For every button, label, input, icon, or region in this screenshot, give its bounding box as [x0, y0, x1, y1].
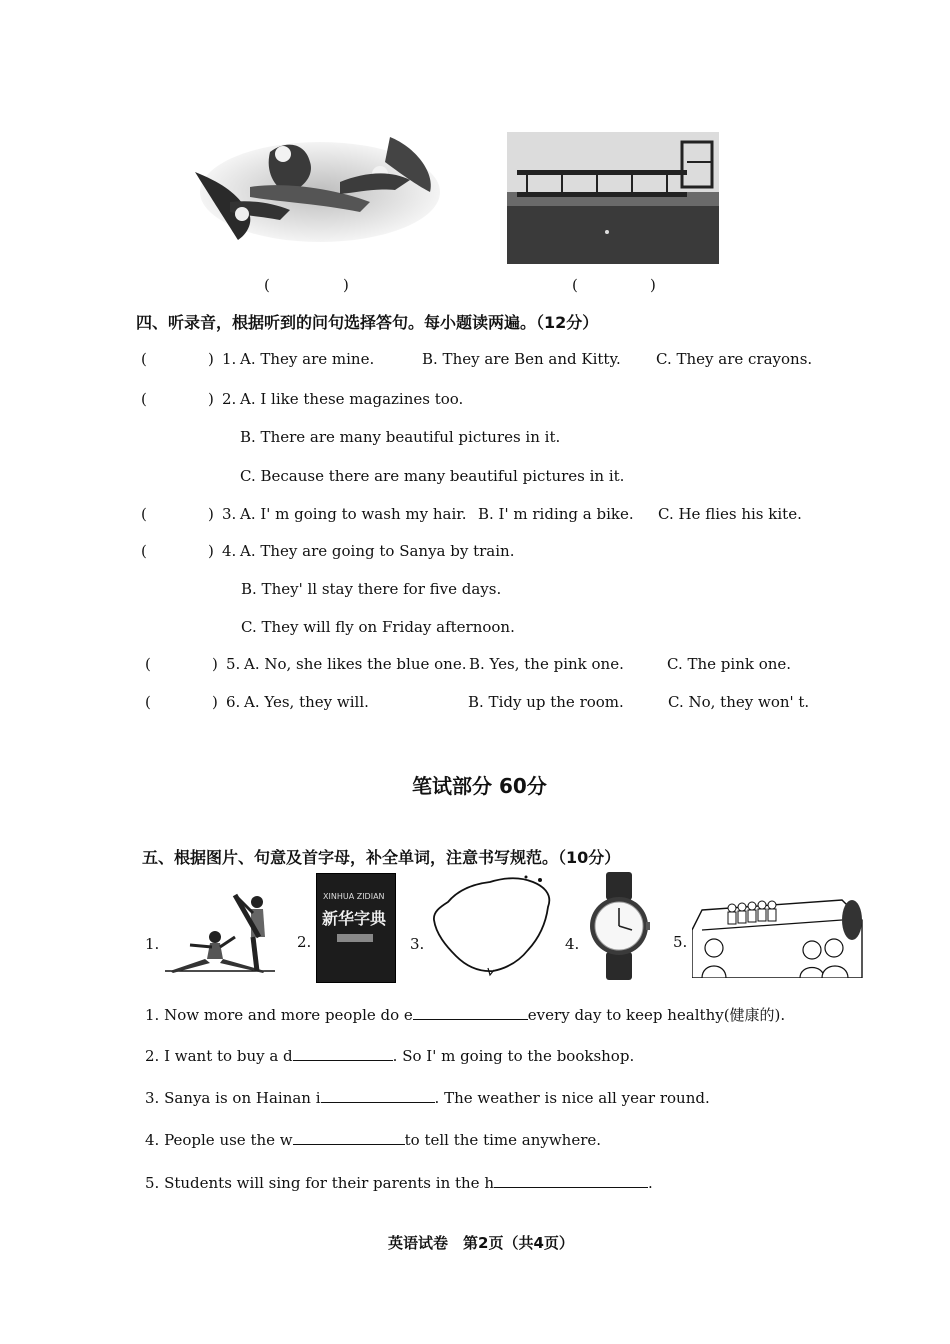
biplane-answer-paren-close: ) — [650, 276, 656, 294]
q4-5-paren-open: ( — [145, 655, 151, 673]
pic-label-5: 5. — [673, 933, 688, 951]
q4-1-option-a: A. They are mine. — [240, 350, 375, 368]
eagles-answer-paren-open: ( — [264, 276, 270, 294]
fill-sentence-5-text: 5. Students will sing for their parents in the h — [145, 1174, 494, 1192]
q4-5-option-c: C. The pink one. — [667, 655, 792, 673]
q4-5-paren-close: ) — [212, 655, 218, 673]
q4-3-num: 3. — [222, 505, 237, 523]
q4-1-num: 1. — [222, 350, 237, 368]
q4-4-option-c: C. They will fly on Friday afternoon. — [241, 618, 515, 636]
fill-sentence-4-text: 4. People use the w — [145, 1131, 293, 1149]
fill-blank-5[interactable] — [494, 1173, 648, 1188]
fill-blank-3[interactable] — [321, 1088, 435, 1103]
q4-1-paren-close: ) — [208, 350, 214, 368]
q4-1-paren-open: ( — [141, 350, 147, 368]
fill-sentence-3-rest: . The weather is nice all year round. — [434, 1089, 710, 1107]
written-part-title: 笔试部分 60分 — [412, 774, 547, 798]
q4-2-option-b: B. There are many beautiful pictures in it. — [240, 428, 561, 446]
q4-4-paren-open: ( — [141, 542, 147, 560]
section5-heading: 五、根据图片、句意及首字母，补全单词，注意书写规范。（10分） — [142, 848, 621, 867]
fill-sentence-1-rest: every day to keep healthy(健康的). — [527, 1006, 786, 1024]
q4-5-option-b: B. Yes, the pink one. — [469, 655, 624, 673]
q4-2-option-c: C. Because there are many beautiful pictures in it. — [240, 467, 625, 485]
fill-blank-1[interactable] — [413, 1005, 528, 1020]
fill-sentence-2-text: 2. I want to buy a d — [145, 1047, 293, 1065]
fill-sentence-4 — [145, 1130, 601, 1149]
q4-1-option-b: B. They are Ben and Kitty. — [422, 350, 621, 368]
fill-blank-2[interactable] — [293, 1046, 393, 1061]
q4-6-paren-open: ( — [145, 693, 151, 711]
fill-sentence-2 — [145, 1046, 634, 1065]
fill-sentence-1 — [145, 1004, 785, 1025]
eagles-image — [190, 132, 440, 244]
hainan-island-map-image — [428, 872, 558, 977]
fill-sentence-5-rest: . — [648, 1174, 653, 1192]
fill-sentence-3-text: 3. Sanya is on Hainan i — [145, 1089, 321, 1107]
fill-sentence-2-rest: . So I' m going to the bookshop. — [392, 1047, 635, 1065]
q4-2-num: 2. — [222, 390, 237, 408]
q4-4-option-b: B. They' ll stay there for five days. — [241, 580, 502, 598]
yoga-exercise-image — [165, 887, 285, 977]
fill-sentence-1-text: 1. Now more and more people do e — [145, 1006, 413, 1024]
q4-3-option-a: A. I' m going to wash my hair. — [240, 505, 467, 523]
q4-2-option-a: A. I like these magazines too. — [240, 390, 464, 408]
q4-6-paren-close: ) — [212, 693, 218, 711]
fill-sentence-5 — [145, 1173, 653, 1192]
q4-3-paren-close: ) — [208, 505, 214, 523]
fill-blank-4[interactable] — [293, 1130, 405, 1145]
q4-6-option-c: C. No, they won' t. — [668, 693, 810, 711]
pic-label-1: 1. — [145, 935, 160, 953]
eagles-answer-paren-close: ) — [343, 276, 349, 294]
q4-3-option-c: C. He flies his kite. — [658, 505, 802, 523]
biplane-answer-paren-open: ( — [572, 276, 578, 294]
page-footer: 英语试卷 第2页（共4页） — [388, 1234, 574, 1252]
q4-5-option-a: A. No, she likes the blue one. — [244, 655, 467, 673]
q4-5-num: 5. — [226, 655, 241, 673]
dictionary-stripe — [337, 934, 373, 942]
pic-label-4: 4. — [565, 935, 580, 953]
pic-label-2: 2. — [297, 933, 312, 951]
fill-sentence-4-rest: to tell the time anywhere. — [404, 1131, 602, 1149]
school-hall-performance-image — [692, 890, 868, 978]
dictionary-title: 新华字典 — [322, 909, 387, 928]
q4-2-paren-close: ) — [208, 390, 214, 408]
q4-6-option-a: A. Yes, they will. — [244, 693, 369, 711]
section4-heading: 四、听录音，根据听到的问句选择答句。每小题读两遍。（12分） — [136, 313, 599, 332]
q4-3-option-b: B. I' m riding a bike. — [478, 505, 634, 523]
q4-6-option-b: B. Tidy up the room. — [468, 693, 624, 711]
pic-label-3: 3. — [410, 935, 425, 953]
fill-sentence-3 — [145, 1088, 710, 1107]
q4-4-paren-close: ) — [208, 542, 214, 560]
q4-3-paren-open: ( — [141, 505, 147, 523]
dictionary-image — [316, 873, 396, 983]
q4-6-num: 6. — [226, 693, 241, 711]
q4-4-num: 4. — [222, 542, 237, 560]
q4-4-option-a: A. They are going to Sanya by train. — [240, 542, 515, 560]
wristwatch-image — [588, 872, 650, 980]
q4-2-paren-open: ( — [141, 390, 147, 408]
biplane-image — [507, 132, 719, 264]
q4-1-option-c: C. They are crayons. — [656, 350, 813, 368]
dictionary-brand: XINHUA ZIDIAN — [323, 892, 385, 901]
